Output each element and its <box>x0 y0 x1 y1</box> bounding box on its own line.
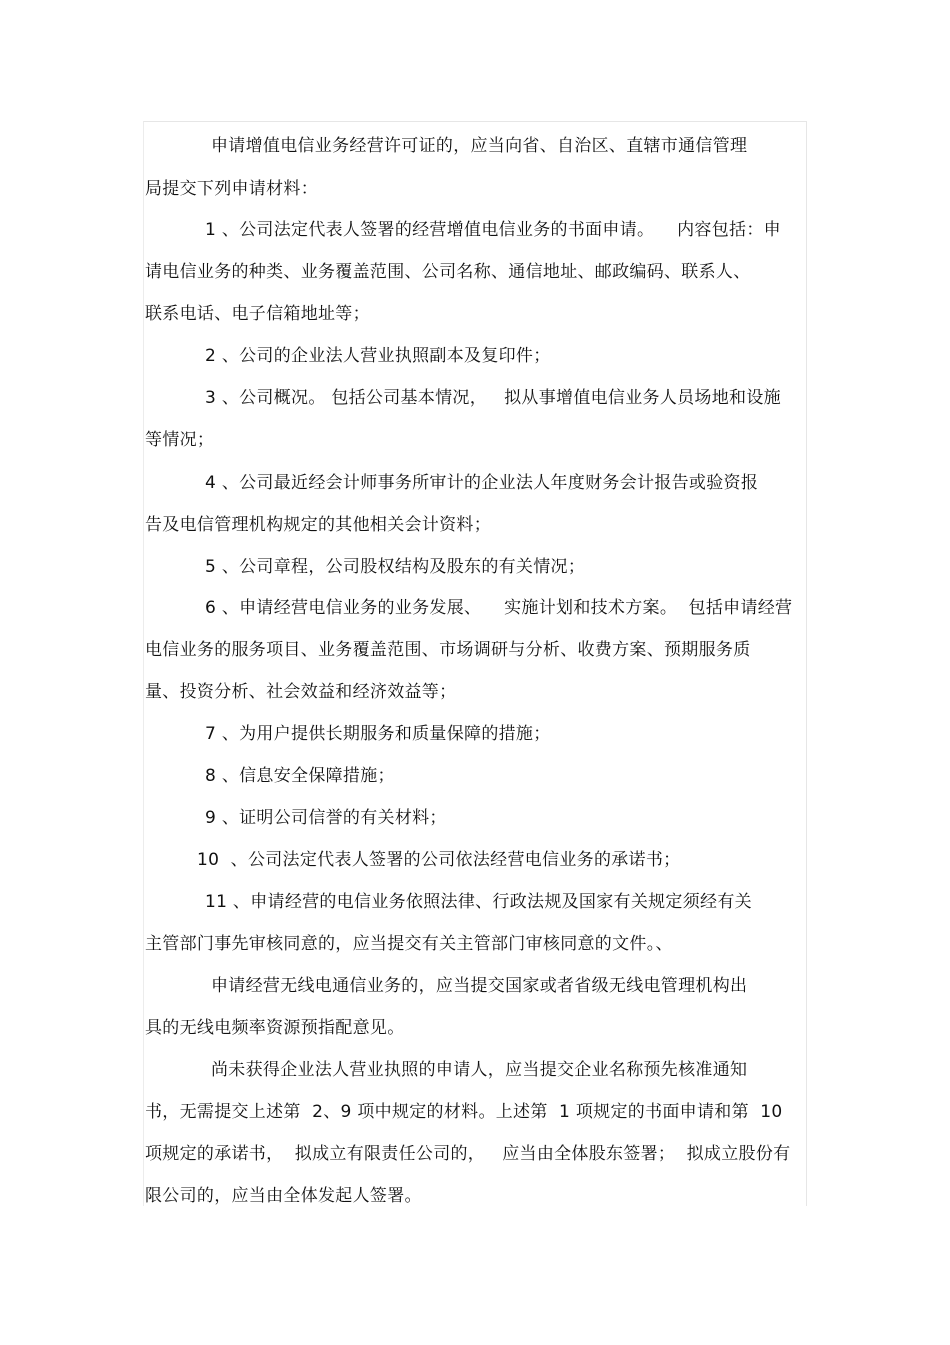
paragraph-line: 限公司的，应当由全体发起人签署。 <box>145 1186 422 1206</box>
list-item-5: 5 、公司章程，公司股权结构及股东的有关情况； <box>205 557 586 577</box>
paragraph-line: 申请增值电信业务经营许可证的，应当向省、自治区、直辖市通信管理 <box>211 136 748 156</box>
list-item-11-line: 主管部门事先审核同意的，应当提交有关主管部门审核同意的文件。、 <box>145 934 673 954</box>
list-item-2: 2 、公司的企业法人营业执照副本及复印件； <box>205 346 551 366</box>
list-item-1-line: 1 、公司法定代表人签署的经营增值电信业务的书面申请。 内容包括：申 <box>205 220 781 240</box>
list-item-11-line: 11 、申请经营的电信业务依照法律、行政法规及国家有关规定须经有关 <box>205 892 752 912</box>
list-item-10: 10 、公司法定代表人签署的公司依法经营电信业务的承诺书； <box>197 850 681 870</box>
list-item-4-line: 4 、公司最近经会计师事务所审计的企业法人年度财务会计报告或验资报 <box>205 473 759 493</box>
paragraph-line: 申请经营无线电通信业务的，应当提交国家或者省级无线电管理机构出 <box>211 976 748 996</box>
list-item-3-line: 3 、公司概况。 包括公司基本情况， 拟从事增值电信业务人员场地和设施 <box>205 388 781 408</box>
list-item-1-line: 请电信业务的种类、业务覆盖范围、公司名称、通信地址、邮政编码、联系人、 <box>145 262 751 282</box>
list-item-7: 7 、为用户提供长期服务和质量保障的措施； <box>205 724 551 744</box>
list-item-6-line: 6 、申请经营电信业务的业务发展、 实施计划和技术方案。 包括申请经营 <box>205 598 793 618</box>
list-item-3-line: 等情况； <box>145 430 215 450</box>
paragraph-line: 局提交下列申请材料： <box>145 179 318 199</box>
paragraph-line: 具的无线电频率资源预指配意见。 <box>145 1018 405 1038</box>
paragraph-line: 书，无需提交上述第 2、9 项中规定的材料。上述第 1 项规定的书面申请和第 10 <box>145 1102 783 1122</box>
list-item-6-line: 电信业务的服务项目、业务覆盖范围、市场调研与分析、收费方案、预期服务质 <box>145 640 751 660</box>
list-item-1-line: 联系电话、电子信箱地址等； <box>145 304 370 324</box>
list-item-4-line: 告及电信管理机构规定的其他相关会计资料； <box>145 515 491 535</box>
list-item-8: 8 、信息安全保障措施； <box>205 766 395 786</box>
list-item-9: 9 、证明公司信誉的有关材料； <box>205 808 447 828</box>
paragraph-line: 尚未获得企业法人营业执照的申请人，应当提交企业名称预先核准通知 <box>211 1060 748 1080</box>
paragraph-line: 项规定的承诺书， 拟成立有限责任公司的， 应当由全体股东签署； 拟成立股份有 <box>145 1144 791 1164</box>
list-item-6-line: 量、投资分析、社会效益和经济效益等； <box>145 682 457 702</box>
